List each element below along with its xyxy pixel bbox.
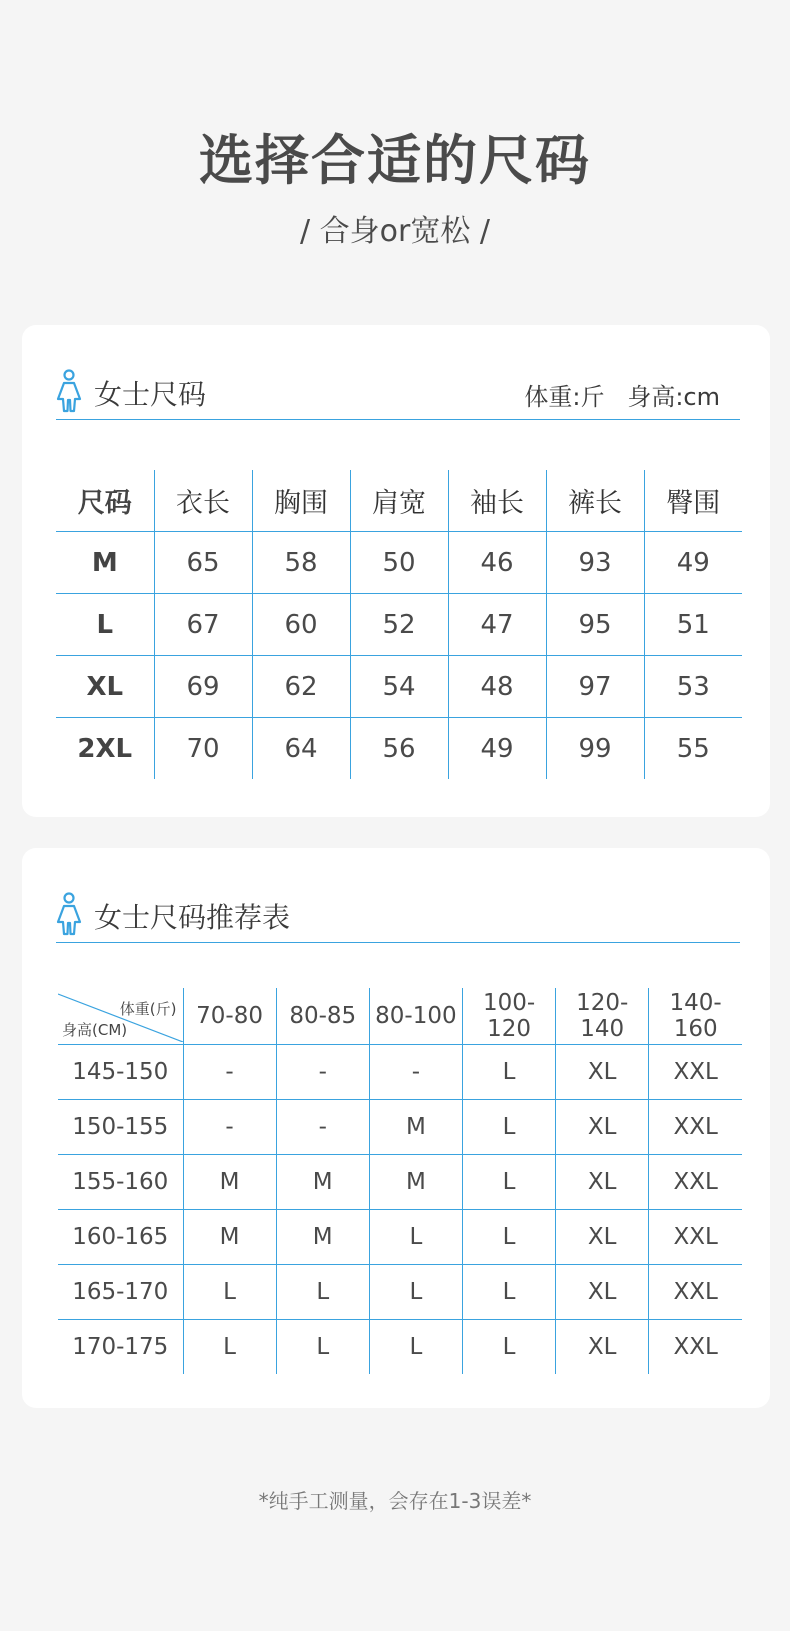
column-header: 100-120 [462, 988, 555, 1045]
table-cell: 46 [448, 532, 546, 594]
table-cell: 56 [350, 718, 448, 780]
table-cell: L [369, 1210, 462, 1265]
column-header: 胸围 [252, 470, 350, 532]
table-cell: L [462, 1320, 555, 1375]
table-row [56, 532, 742, 594]
table-cell: M [56, 532, 154, 594]
table-cell: 95 [546, 594, 644, 656]
page-title: 选择合适的尺码 [199, 129, 591, 192]
table-row [56, 656, 742, 718]
table-cell: 65 [154, 532, 252, 594]
table-cell: XXL [673, 1279, 718, 1305]
table-cell: 51 [676, 609, 710, 640]
recommend-chart-title: 女士尺码推荐表 [94, 901, 291, 934]
table-cell: 165-170 [58, 1265, 183, 1320]
table-cell: XXL [673, 1224, 718, 1250]
table-cell: L [369, 1320, 462, 1375]
table-cell: M [276, 1210, 369, 1265]
table-cell: 170-175 [58, 1320, 183, 1375]
table-cell: 99 [546, 718, 644, 780]
table-cell: 93 [546, 532, 644, 594]
size-table [56, 470, 742, 779]
table-cell: L [369, 1265, 462, 1320]
table-cell: 55 [676, 733, 710, 764]
table-cell: - [183, 1045, 276, 1100]
table-cell: 58 [252, 532, 350, 594]
table-cell: L [276, 1265, 369, 1320]
recommend-chart-header [56, 892, 740, 943]
table-header-row [58, 988, 742, 1045]
table-cell: XL [556, 1100, 649, 1155]
table-header-row [56, 470, 742, 532]
column-header: 衣长 [154, 470, 252, 532]
table-cell: XXL [673, 1059, 718, 1085]
woman-icon [56, 369, 82, 413]
table-row [58, 1100, 742, 1155]
table-cell: - [276, 1100, 369, 1155]
table-cell: 52 [350, 594, 448, 656]
table-cell: XXL [673, 1114, 718, 1140]
table-cell: XL [556, 1155, 649, 1210]
column-header: 80-85 [276, 988, 369, 1045]
column-header: 120-140 [556, 988, 649, 1045]
table-cell: M [276, 1155, 369, 1210]
table-cell: L [462, 1045, 555, 1100]
table-cell: 64 [252, 718, 350, 780]
table-cell: 54 [350, 656, 448, 718]
table-row [56, 718, 742, 780]
table-cell: 49 [448, 718, 546, 780]
table-cell: 155-160 [58, 1155, 183, 1210]
table-cell: M [183, 1210, 276, 1265]
table-cell: L [276, 1320, 369, 1375]
table-cell: - [276, 1045, 369, 1100]
table-cell: - [369, 1045, 462, 1100]
column-header: 肩宽 [350, 470, 448, 532]
table-row [58, 1320, 742, 1375]
table-cell: XL [556, 1265, 649, 1320]
table-cell: 50 [350, 532, 448, 594]
table-cell: L [462, 1210, 555, 1265]
column-header: 尺码 [56, 470, 154, 532]
table-cell: L [56, 594, 154, 656]
table-row [58, 1045, 742, 1100]
table-cell: 70 [154, 718, 252, 780]
table-cell: 60 [252, 594, 350, 656]
column-header: 袖长 [448, 470, 546, 532]
table-cell: 53 [676, 671, 710, 702]
table-cell: - [183, 1100, 276, 1155]
footnote: *纯手工测量，会存在1-3误差* [258, 1489, 532, 1513]
table-cell: XXL [673, 1334, 718, 1360]
column-header: 裤长 [546, 470, 644, 532]
recommend-chart-card [22, 848, 770, 1408]
column-header: 80-100 [369, 988, 462, 1045]
table-cell: XXL [673, 1169, 718, 1195]
weight-axis-label: 体重(斤) [119, 1000, 177, 1018]
table-cell: XL [556, 1210, 649, 1265]
table-cell: XL [56, 656, 154, 718]
recommend-table [58, 988, 742, 1374]
table-cell: L [462, 1155, 555, 1210]
table-cell: 69 [154, 656, 252, 718]
table-cell: M [369, 1155, 462, 1210]
table-cell: 67 [154, 594, 252, 656]
table-cell: 49 [676, 547, 710, 578]
table-cell: XL [556, 1045, 649, 1100]
table-cell: XL [556, 1320, 649, 1375]
height-axis-label: 身高(CM) [62, 1021, 128, 1039]
table-cell: 145-150 [58, 1045, 183, 1100]
table-cell: 48 [448, 656, 546, 718]
column-header: 臀围 [666, 488, 721, 519]
table-cell: 47 [448, 594, 546, 656]
table-row [58, 1155, 742, 1210]
table-cell: L [462, 1265, 555, 1320]
corner-header [58, 988, 183, 1045]
table-cell: M [369, 1100, 462, 1155]
size-chart-card [22, 325, 770, 817]
table-row [56, 594, 742, 656]
size-chart-title: 女士尺码 [94, 378, 207, 411]
column-header: 140-160 [669, 990, 722, 1042]
size-chart-unit: 体重:斤 身高:cm [524, 383, 720, 411]
table-cell: 97 [546, 656, 644, 718]
table-cell: 160-165 [58, 1210, 183, 1265]
table-cell: L [462, 1100, 555, 1155]
size-chart-header [56, 369, 740, 420]
table-cell: L [183, 1265, 276, 1320]
table-cell: L [183, 1320, 276, 1375]
table-row [58, 1210, 742, 1265]
table-cell: 62 [252, 656, 350, 718]
table-cell: M [183, 1155, 276, 1210]
column-header: 70-80 [183, 988, 276, 1045]
table-row [58, 1265, 742, 1320]
table-cell: 2XL [56, 718, 154, 780]
page-subtitle: / 合身or宽松 / [300, 214, 490, 249]
table-cell: 150-155 [58, 1100, 183, 1155]
woman-icon [56, 892, 82, 936]
